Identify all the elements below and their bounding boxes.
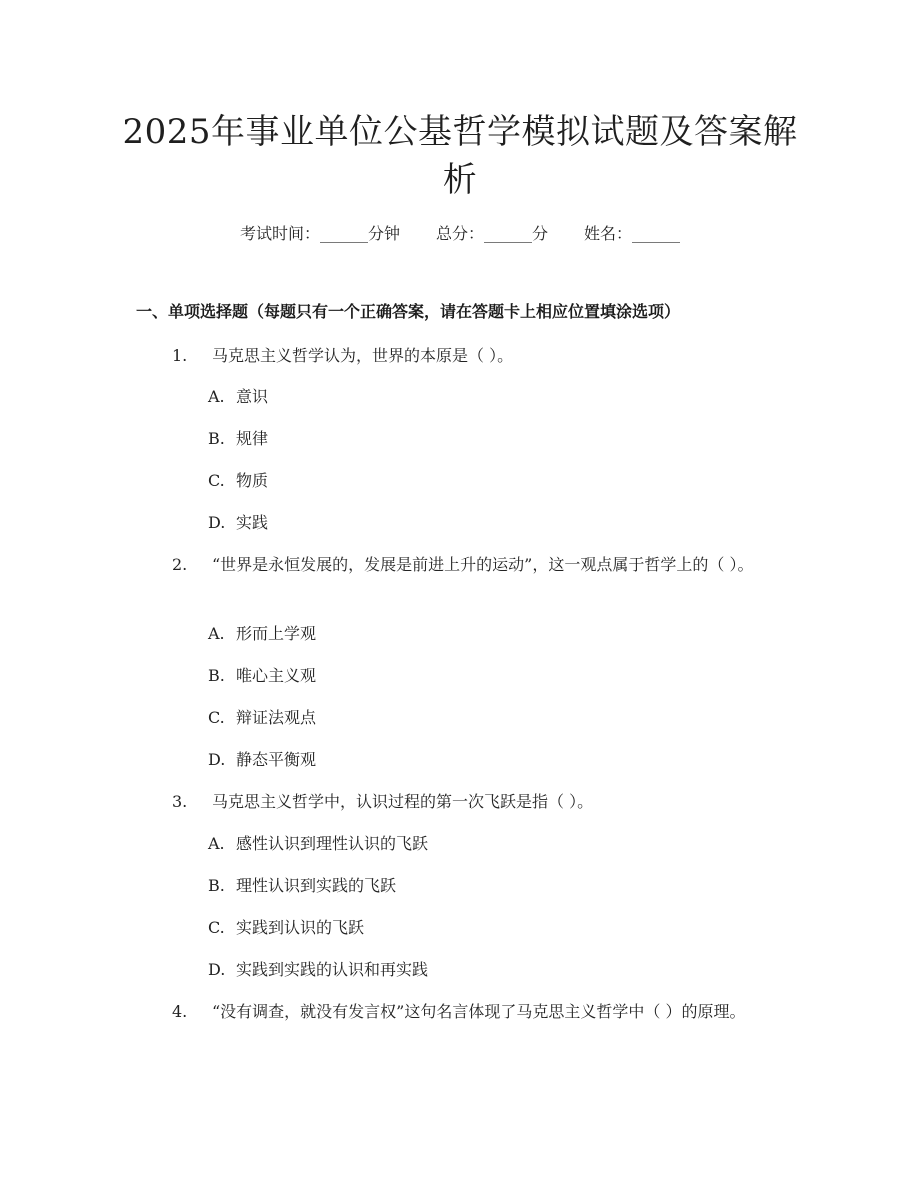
- option-text: 静态平衡观: [236, 750, 317, 769]
- option-letter: D.: [208, 513, 226, 532]
- option: [208, 622, 316, 646]
- section-title: 一、单项选择题（每题只有一个正确答案，请在答题卡上相应位置填涂选项）: [136, 302, 681, 321]
- option-letter: A.: [208, 387, 225, 406]
- option-text: 形而上学观: [236, 624, 317, 643]
- option-letter: B.: [208, 429, 225, 448]
- question-text: “没有调查，就没有发言权”这句名言体现了马克思主义哲学中（ ）的原理。: [212, 1002, 746, 1021]
- question-2: [136, 549, 786, 580]
- option-text: 实践: [236, 513, 269, 532]
- option-letter: A.: [208, 624, 225, 643]
- option: [208, 706, 316, 730]
- option-letter: B.: [208, 666, 225, 685]
- option-text: 感性认识到理性认识的飞跃: [236, 834, 429, 853]
- question-number: 4.: [172, 1002, 188, 1021]
- question-4: [136, 996, 786, 1027]
- option: [208, 874, 396, 898]
- option-letter: C.: [208, 471, 225, 490]
- exam-meta: [0, 222, 920, 246]
- exam-score: 总分：______分: [435, 224, 548, 243]
- option-text: 实践到实践的认识和再实践: [236, 960, 429, 979]
- option-text: 规律: [236, 429, 269, 448]
- option-letter: C.: [208, 918, 225, 937]
- question-1: [136, 340, 786, 371]
- option-text: 辩证法观点: [236, 708, 317, 727]
- option-text: 理性认识到实践的飞跃: [236, 876, 397, 895]
- question-3: [136, 786, 786, 817]
- document-title: 2025年事业单位公基哲学模拟试题及答案解析: [122, 112, 798, 200]
- question-number: 2.: [172, 555, 188, 574]
- option-letter: B.: [208, 876, 225, 895]
- option: [208, 427, 268, 451]
- option-letter: D.: [208, 750, 226, 769]
- question-text: “世界是永恒发展的，发展是前进上升的运动”，这一观点属于哲学上的（ ）。: [212, 555, 754, 574]
- option-text: 实践到认识的飞跃: [236, 918, 365, 937]
- exam-name: 姓名：______: [584, 224, 681, 243]
- option-letter: A.: [208, 834, 225, 853]
- question-text: 马克思主义哲学认为，世界的本原是（ ）。: [212, 346, 514, 365]
- option: [208, 958, 428, 982]
- option: [208, 385, 268, 409]
- option: [208, 832, 428, 856]
- option-text: 物质: [236, 471, 269, 490]
- option: [208, 748, 316, 772]
- option: [208, 511, 268, 535]
- option-text: 意识: [236, 387, 269, 406]
- option-letter: C.: [208, 708, 225, 727]
- option: [208, 916, 364, 940]
- option: [208, 469, 268, 493]
- question-text: 马克思主义哲学中，认识过程的第一次飞跃是指（ ）。: [212, 792, 594, 811]
- exam-time: 考试时间：______分钟: [239, 224, 400, 243]
- option-text: 唯心主义观: [236, 666, 317, 685]
- question-number: 3.: [172, 792, 188, 811]
- option: [208, 664, 316, 688]
- option-letter: D.: [208, 960, 226, 979]
- question-number: 1.: [172, 346, 188, 365]
